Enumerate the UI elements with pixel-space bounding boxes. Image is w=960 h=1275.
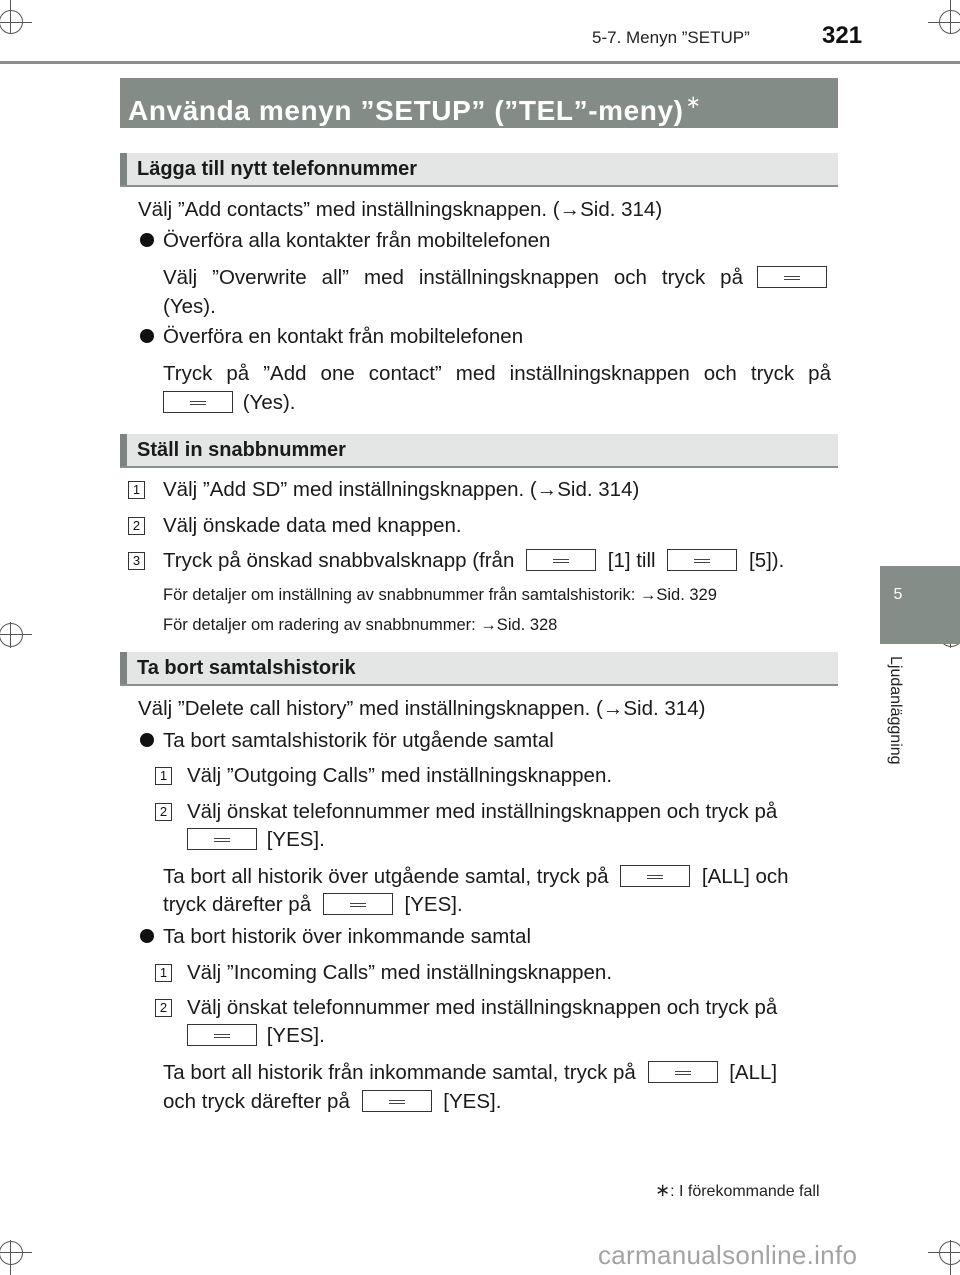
footnote-text: : I förekommande fall (670, 1183, 820, 1200)
footnote-star-icon: ∗ (685, 92, 702, 112)
section-header-bar (120, 652, 127, 684)
delete-all-line: Ta bort all historik från inkommande samtal, tryck på [ALL] (163, 1061, 778, 1084)
steering-switch-button-icon (362, 1090, 432, 1112)
filled-circle-bullet-icon (140, 929, 154, 943)
bullet-title: Överföra alla kontakter från mobiltelefonen (163, 229, 551, 252)
section-heading: Ta bort samtalshistorik (137, 657, 356, 679)
delete-all-confirm-line: och tryck därefter på [YES]. (163, 1090, 502, 1113)
step-number-badge: 3 (128, 552, 145, 570)
yes-line: (Yes). (163, 391, 296, 415)
bullet-title: Överföra en kontakt från mobiltelefonen (163, 325, 524, 348)
yes-line: [YES]. (187, 1024, 325, 1048)
section-header-add-number (120, 153, 838, 187)
steering-switch-button-icon (757, 266, 827, 288)
step-number-badge: 2 (155, 803, 172, 821)
overwrite-all-line: Välj ”Overwrite all” med inställningsknappen och tryck på (163, 266, 743, 289)
filled-circle-bullet-icon (140, 233, 154, 247)
delete-all-line: Ta bort all historik över utgående samtal, tryck på [ALL] och (163, 865, 789, 888)
step-number-badge: 1 (155, 767, 172, 785)
steering-switch-button-icon (648, 1061, 718, 1083)
filled-circle-bullet-icon (140, 329, 154, 343)
step-text: Välj ”Add SD” med inställningsknappen. (→Sid. 314) (163, 478, 640, 501)
page-title-text: Använda menyn ”SETUP” (”TEL”-meny) (128, 95, 684, 126)
delete-history-instruction: Välj ”Delete call history” med inställningsknappen. (→Sid. 314) (138, 697, 706, 720)
chapter-tab (880, 566, 960, 644)
step-text: Välj önskat telefonnummer med inställningsknappen och tryck på (187, 800, 778, 823)
bullet-title: Ta bort samtalshistorik för utgående samtal (163, 729, 554, 752)
steering-switch-button-icon (667, 549, 737, 571)
step-number-badge: 2 (155, 999, 172, 1017)
add-one-contact-line: Tryck på ”Add one contact” med inställningsknappen och tryck på (163, 362, 831, 385)
step-text: Välj önskade data med knappen. (163, 514, 462, 537)
section-heading: Lägga till nytt telefonnummer (137, 158, 418, 180)
step-number-badge: 1 (128, 481, 145, 499)
page-number: 321 (822, 22, 863, 49)
speed-dial-step-text: Tryck på önskad snabbvalsknapp (från [1] till [5]). (163, 549, 785, 572)
yes-label: (Yes). (163, 295, 216, 318)
yes-line: [YES]. (187, 828, 325, 852)
section-heading: Ställ in snabbnummer (137, 439, 346, 461)
section-header-delete-history (120, 652, 838, 686)
footnote (655, 1180, 820, 1201)
section-header-speed-dial (120, 434, 838, 468)
bullet-title: Ta bort historik över inkommande samtal (163, 925, 532, 948)
steering-switch-button-icon (187, 1024, 257, 1046)
step-number-badge: 1 (155, 964, 172, 982)
step-text: Välj ”Outgoing Calls” med inställningsknappen. (187, 764, 613, 787)
section-header-bar (120, 153, 127, 185)
watermark: carmanualsonline.info (598, 1240, 858, 1270)
delete-all-confirm-line: tryck därefter på [YES]. (163, 893, 463, 916)
step-text: Välj önskat telefonnummer med inställningsknappen och tryck på (187, 996, 778, 1019)
steering-switch-button-icon (187, 828, 257, 850)
step-number-badge: 2 (128, 517, 145, 535)
add-contacts-instruction: Välj ”Add contacts” med inställningsknappen. (→Sid. 314) (138, 198, 663, 221)
steering-switch-button-icon (620, 865, 690, 887)
footnote-star-icon: ∗ (655, 1180, 671, 1200)
chapter-tab-number: 5 (893, 586, 903, 603)
page-title (120, 78, 838, 128)
steering-switch-button-icon (323, 893, 393, 915)
header-rule (0, 61, 960, 64)
chapter-tab-label: Ljudanläggning (887, 656, 904, 765)
note-text: För detaljer om inställning av snabbnummer från samtalshistorik: →Sid. 329 (163, 586, 717, 604)
step-text: Välj ”Incoming Calls” med inställningsknappen. (187, 961, 613, 984)
running-header-section: 5-7. Menyn ”SETUP” (592, 28, 750, 47)
steering-switch-button-icon (526, 549, 596, 571)
filled-circle-bullet-icon (140, 733, 154, 747)
section-header-bar (120, 434, 127, 466)
steering-switch-button-icon (163, 391, 233, 413)
note-text: För detaljer om radering av snabbnummer: →Sid. 328 (163, 616, 558, 634)
